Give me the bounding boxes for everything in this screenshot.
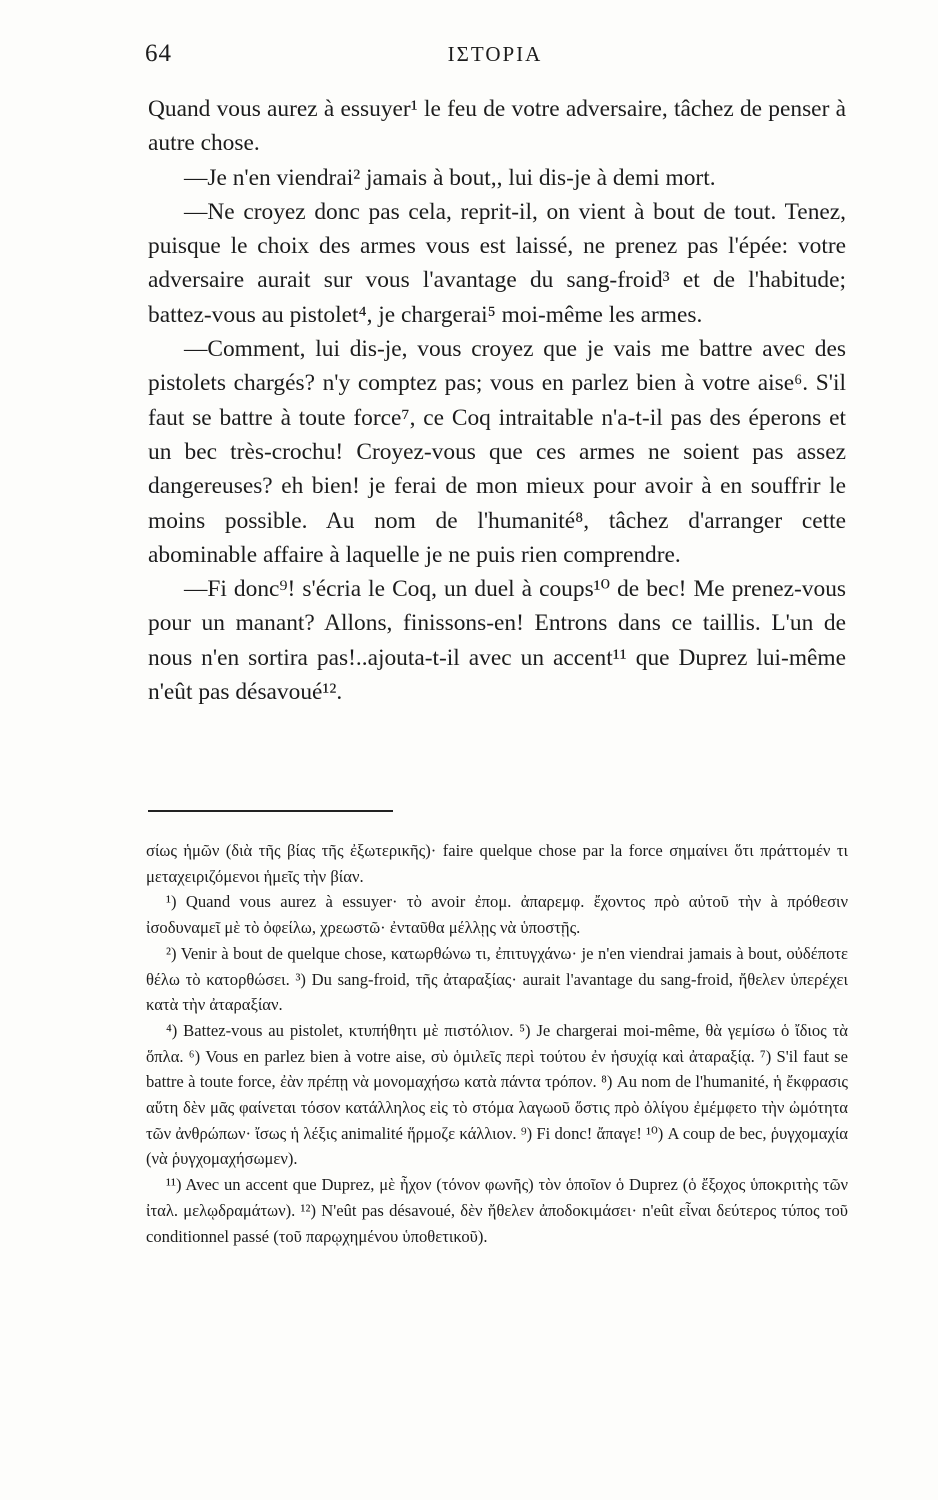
footnote-separator [148, 810, 393, 812]
page-header [145, 40, 845, 76]
paragraph: —Fi donc⁹! s'écria le Coq, un duel à coups¹⁰ de bec! Me prenez-vous pour un manant? Allons, finissons-en! Entrons dans ce taillis. L'un de nous n'en sortira pas!..ajouta-t-il avec un accent¹¹ que Duprez lui-même n'eût pas désavoué¹². [148, 576, 846, 706]
footnote: ⁴) Battez-vous au pistolet, κτυπήθητι μὲ πιστόλιον. ⁵) Je chargerai moi-même, θὰ γεμίσω ὁ ἴδιος τὰ ὅπλα. ⁶) Vous en parlez bien à votre aise, σὺ ὁμιλεῖς περὶ τούτου ἐν ἡσυχίᾳ καὶ ἀταραξίᾳ. ⁷) S'il faut se battre à toute force, ἐὰν πρέπῃ νὰ μονομαχήσω κατὰ πάντα τρόπον. ⁸) Au nom de l'humanité, ἡ ἔκφρασις αὕτη δὲν μᾶς φαίνεται τόσον κατάλληλος εἰς τὸ στόμα λαγωοῦ ὅστις πρὸ ὀλίγου ἐμέμφετο τὴν ὠμότητα τῶν ἀνθρώπων· ἴσως ἡ λέξις animalité ἥρμοζε κάλλιον. ⁹) Fi donc! ἄπαγε! ¹⁰) A coup de bec, ῥυγχομαχία (νὰ ῥυγχομαχήσωμεν). [146, 1020, 848, 1169]
footnote: ²) Venir à bout de quelque chose, κατωρθώνω τι, ἐπιτυγχάνω· je n'en viendrai jamais à bout, οὐδέποτε θέλω τὸ κατορθώσει. ³) Du sang-froid, τῆς ἀταραξίας· aurait l'avantage du sang-froid, ἤθελεν ὑπερέχει κατὰ τὴν ἀταραξίαν. [146, 943, 848, 1015]
paragraph: Quand vous aurez à essuyer¹ le feu de votre adversaire, tâchez de penser à autre chose. [148, 96, 846, 157]
paragraph: —Comment, lui dis-je, vous croyez que je vais me battre avec des pistolets chargés? n'y comptez pas; vous en parlez bien à votre aise⁶. S'il faut se battre à toute force⁷, ce Coq intraitable n'a-t-il pas des éperons et un bec très-crochu! Croyez-vous que ces armes ne soient pas assez dangereuses? eh bien! je ferai de mon mieux pour avoir à en souffrir le moins possible. Au nom de l'humanité⁸, tâchez d'arranger cette abominable affaire à laquelle je ne puis rien comprendre. [148, 336, 846, 568]
page-number: 64 [145, 40, 172, 67]
footnote: ¹¹) Avec un accent que Duprez, μὲ ἦχον (τόνον φωνῆς) τὸν ὁποῖον ὁ Duprez (ὁ ἔξοχος ὑποκριτὴς τῶν ἰταλ. μελῳδραμάτων). ¹²) N'eût pas désavoué, δὲν ἤθελεν ἀποδοκιμάσει· n'eût εἶναι δεύτερος τύπος τοῦ conditionnel passé (τοῦ παρῳχημένου ὑποθετικοῦ). [146, 1175, 848, 1246]
running-title: ΙΣΤΟΡΙΑ [447, 42, 543, 66]
paragraph: —Ne croyez donc pas cela, reprit-il, on vient à bout de tout. Tenez, puisque le choix des armes vous est laissé, ne prenez pas l'épée: votre adversaire aurait sur vous l'avantage du sang-froid³ et de l'habitude; battez-vous au pistolet⁴, je chargerai⁵ moi-même les armes. [148, 198, 846, 328]
paragraph: —Je n'en viendrai² jamais à bout,, lui dis-je à demi mort. [184, 164, 716, 191]
footnote: σίως ἡμῶν (διὰ τῆς βίας τῆς ἐξωτερικῆς)· faire quelque chose par la force σημαίνει ὅτι πράττομέν τι μεταχειριζόμενοι ἡμεῖς τὴν βίαν. [146, 841, 848, 886]
footnotes [146, 838, 848, 1249]
footnote: ¹) Quand vous aurez à essuyer· τὸ avoir ἐπομ. ἀπαρεμφ. ἔχοντος πρὸ αὐτοῦ τὴν à πρόθεσιν ἰσοδυναμεῖ μὲ τὸ ὀφείλω, χρεωστῶ· ἐνταῦθα μέλλῃς νὰ ὑποστῇς. [146, 892, 848, 938]
main-text [148, 92, 846, 709]
